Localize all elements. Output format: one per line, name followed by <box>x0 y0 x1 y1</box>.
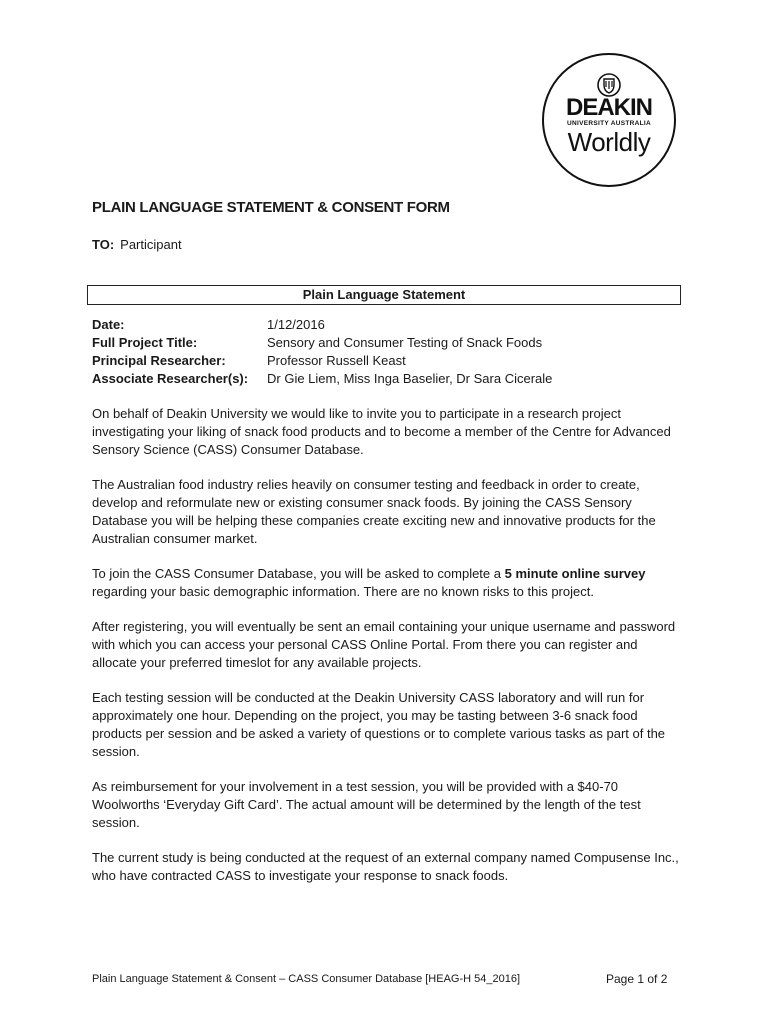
detail-label: Associate Researcher(s): <box>92 371 249 386</box>
logo-name: DEAKIN <box>565 94 652 121</box>
recipient-line <box>92 237 182 252</box>
paragraph-survey <box>92 565 682 601</box>
deakin-logo <box>542 53 676 187</box>
recipient-value: Participant <box>120 237 182 252</box>
detail-value: 1/12/2016 <box>267 317 325 332</box>
detail-label: Date: <box>92 317 125 332</box>
detail-value: Dr Gie Liem, Miss Inga Baselier, Dr Sara Cicerale <box>267 371 553 386</box>
project-details <box>92 316 692 388</box>
detail-row-title <box>92 334 692 352</box>
recipient-label: TO: <box>92 237 115 252</box>
detail-row-date <box>92 316 692 334</box>
detail-value: Sensory and Consumer Testing of Snack Foods <box>267 335 543 350</box>
paragraph-reimbursement: As reimbursement for your involvement in a test session, you will be provided with a $40-70 Woolworths ‘Everyday Gift Card’. The actual amount will be determined by the length of the test session. <box>92 779 641 830</box>
logo-tagline: Worldly <box>567 127 651 157</box>
footer-page-number: Page 1 of 2 <box>606 972 668 986</box>
paragraph-survey-emphasis: 5 minute online survey <box>504 566 646 581</box>
paragraph-registration: After registering, you will eventually be sent an email containing your unique username and password with which you can access your personal CASS Online Portal. From there you can register and allocate your preferred timeslot for any available projects. <box>92 619 676 670</box>
paragraph-industry: The Australian food industry relies heavily on consumer testing and feedback in order to create, develop and reformulate new or existing consumer snack foods. By joining the CASS Sensory Database you will be helping these companies create exciting new and innovative products for the Australian consumer market. <box>92 477 656 546</box>
detail-label: Full Project Title: <box>92 335 198 350</box>
detail-row-associates <box>92 370 692 388</box>
paragraph-survey-start: To join the CASS Consumer Database, you will be asked to complete a <box>92 566 505 581</box>
detail-label: Principal Researcher: <box>92 353 226 368</box>
body-text <box>92 405 682 902</box>
section-heading: Plain Language Statement <box>87 285 681 305</box>
logo-subtitle: UNIVERSITY AUSTRALIA <box>566 120 651 127</box>
paragraph-sponsor: The current study is being conducted at the request of an external company named Compusense Inc., who have contracted CASS to investigate your response to snack foods. <box>92 850 679 883</box>
paragraph-survey-end: regarding your basic demographic information. There are no known risks to this project. <box>92 584 594 599</box>
footer-document-info: Plain Language Statement & Consent – CASS Consumer Database [HEAG-H 54_2016] <box>92 973 521 985</box>
document-title: PLAIN LANGUAGE STATEMENT & CONSENT FORM <box>92 199 450 216</box>
detail-value: Professor Russell Keast <box>267 353 406 368</box>
detail-row-principal <box>92 352 692 370</box>
paragraph-invitation: On behalf of Deakin University we would like to invite you to participate in a research project investigating your liking of snack food products and to become a member of the Centre for Advanced Sensory Science (CASS) Consumer Database. <box>92 406 671 457</box>
paragraph-sessions: Each testing session will be conducted at the Deakin University CASS laboratory and will run for approximately one hour. Depending on the project, you may be tasting between 3-6 snack food products per session and be asked a variety of questions or to complete various tasks as part of the session. <box>92 690 666 759</box>
